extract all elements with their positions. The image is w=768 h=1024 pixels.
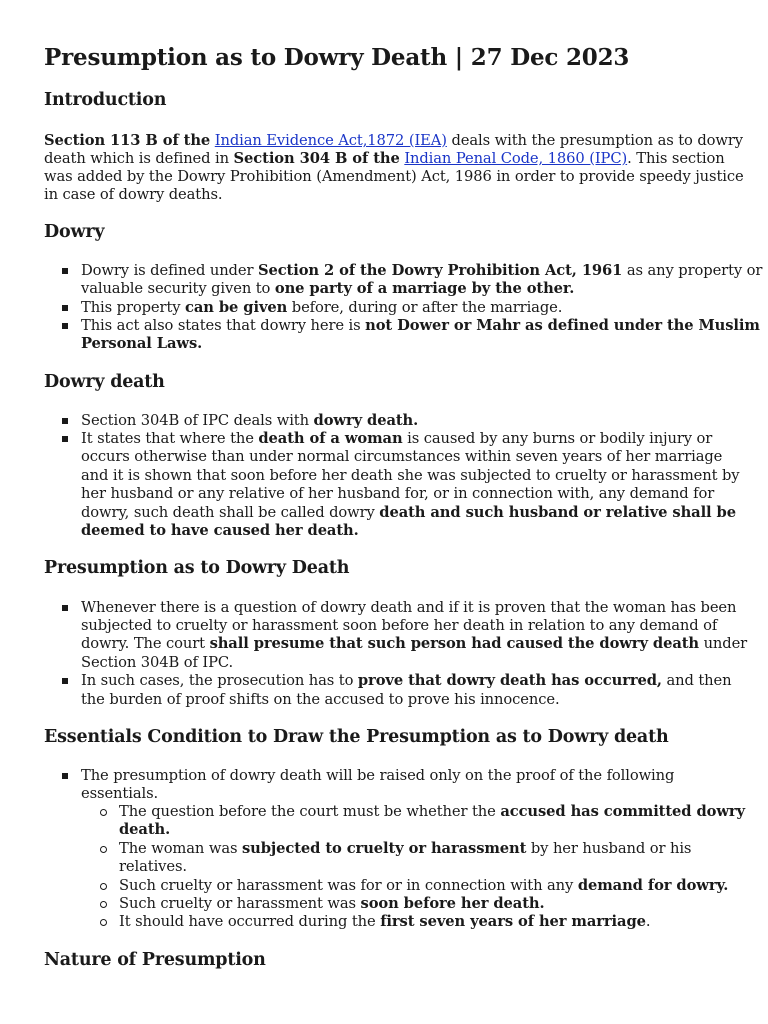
presumption-item-1-line-1: Whenever there is a question of dowry death and if it is proven that the woman has been	[81, 599, 737, 616]
heading-nature-of-presumption: Nature of Presumption	[44, 950, 266, 970]
presumption-item-1-line-3: dowry. The court shall presume that such person had caused the dowry death under	[81, 635, 748, 652]
essentials-sub-item-3: Such cruelty or harassment was for or in connection with any demand for dowry.	[119, 877, 729, 894]
bullet-icon	[62, 418, 68, 424]
bullet-icon	[62, 436, 68, 442]
dowry-item-3-line-2: Personal Laws.	[81, 335, 203, 352]
bullet-icon	[62, 678, 68, 684]
essentials-sub-item-1-line-2: death.	[119, 821, 171, 838]
presumption-item-1-line-4: Section 304B of IPC.	[81, 654, 234, 671]
heading-introduction: Introduction	[44, 90, 167, 110]
dowry-item-2: This property can be given before, during or after the marriage.	[81, 299, 563, 316]
circle-bullet-icon	[100, 919, 107, 926]
essentials-sub-item-2-line-2: relatives.	[119, 858, 187, 875]
circle-bullet-icon	[100, 883, 107, 890]
link-indian-penal-code[interactable]: Indian Penal Code, 1860 (IPC)	[404, 150, 628, 167]
link-indian-evidence-act[interactable]: Indian Evidence Act,1872 (IEA)	[214, 132, 447, 149]
dowry-item-1-line-2: valuable security given to one party of a marriage by the other.	[81, 280, 575, 297]
essentials-sub-item-1-line-1: The question before the court must be whether the accused has committed dowry	[119, 803, 745, 820]
dowry-item-1-line-1: Dowry is defined under Section 2 of the Dowry Prohibition Act, 1961 as any property or	[81, 262, 763, 279]
intro-line-2: death which is defined in Section 304 B of the Indian Penal Code, 1860 (IPC). This section	[44, 150, 725, 167]
bullet-icon	[62, 323, 68, 329]
intro-line-4: in case of dowry deaths.	[44, 186, 223, 203]
heading-presumption: Presumption as to Dowry Death	[44, 558, 350, 578]
essentials-sub-item-2-line-1: The woman was subjected to cruelty or harassment by her husband or his	[119, 840, 692, 857]
intro-line-1: Section 113 B of the Indian Evidence Act,1872 (IEA) deals with the presumption as to dowry	[44, 132, 743, 149]
dowry-death-item-2-line-5: dowry, such death shall be called dowry death and such husband or relative shall be	[81, 504, 736, 521]
bullet-icon	[62, 305, 68, 311]
page-title: Presumption as to Dowry Death | 27 Dec 2023	[44, 44, 630, 71]
bullet-icon	[62, 773, 68, 779]
dowry-death-item-2-line-3: and it is shown that soon before her death she was subjected to cruelty or harassment by	[81, 467, 740, 484]
circle-bullet-icon	[100, 846, 107, 853]
circle-bullet-icon	[100, 901, 107, 908]
bullet-icon	[62, 605, 68, 611]
essentials-sub-item-5: It should have occurred during the first seven years of her marriage.	[119, 913, 651, 930]
heading-dowry: Dowry	[44, 222, 105, 242]
dowry-item-3-line-1: This act also states that dowry here is not Dower or Mahr as defined under the Muslim	[81, 317, 760, 334]
bullet-icon	[62, 268, 68, 274]
dowry-death-item-2-line-6: deemed to have caused her death.	[81, 522, 359, 539]
presumption-item-2-line-1: In such cases, the prosecution has to prove that dowry death has occurred, and then	[81, 672, 732, 689]
dowry-death-item-1: Section 304B of IPC deals with dowry death.	[81, 412, 419, 429]
essentials-sub-item-4: Such cruelty or harassment was soon before her death.	[119, 895, 545, 912]
dowry-death-item-2-line-4: her husband or any relative of her husband for, or in connection with, any demand for	[81, 485, 715, 502]
presumption-item-1-line-2: subjected to cruelty or harassment soon before her death in relation to any demand of	[81, 617, 718, 634]
heading-essentials: Essentials Condition to Draw the Presumption as to Dowry death	[44, 727, 669, 747]
essentials-item-1-line-1: The presumption of dowry death will be raised only on the proof of the following	[81, 767, 675, 784]
presumption-item-2-line-2: the burden of proof shifts on the accused to prove his innocence.	[81, 691, 560, 708]
intro-line-3: was added by the Dowry Prohibition (Amendment) Act, 1986 in order to provide speedy justice	[44, 168, 744, 185]
dowry-death-item-2-line-1: It states that where the death of a woman is caused by any burns or bodily injury or	[81, 430, 713, 447]
essentials-item-1-line-2: essentials.	[81, 785, 159, 802]
dowry-death-item-2-line-2: occurs otherwise than under normal circumstances within seven years of her marriage	[81, 448, 723, 465]
circle-bullet-icon	[100, 809, 107, 816]
heading-dowry-death: Dowry death	[44, 372, 165, 392]
